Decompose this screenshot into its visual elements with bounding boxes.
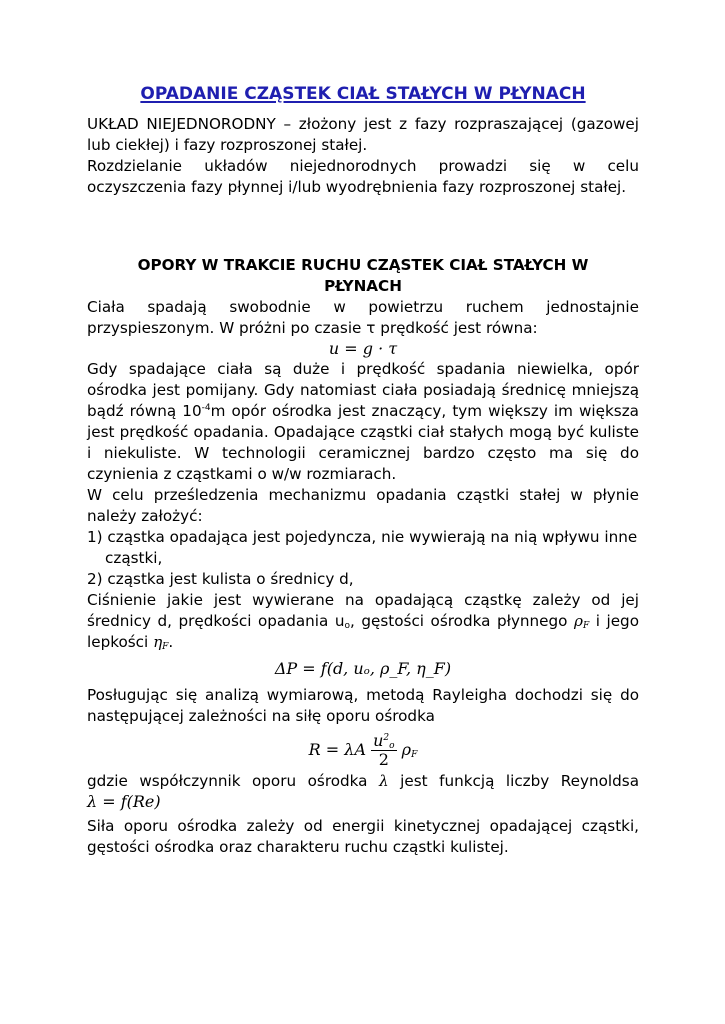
equation-velocity: u = g · τ xyxy=(328,339,398,358)
exponent: -4 xyxy=(201,403,211,413)
paragraph-coefficient: gdzie współczynnik oporu ośrodka λ jest funkcją liczby Reynoldsa xyxy=(87,772,639,790)
equation-lambda: λ = f(Re) xyxy=(87,792,161,811)
list-item-1-continuation: cząstki, xyxy=(105,549,163,567)
paragraph-assumptions: W celu prześledzenia mechanizmu opadania cząstki stałej w płynie należy założyć: xyxy=(87,486,639,525)
section-heading-line-1: OPORY W TRAKCIE RUCHU CZĄSTEK CIAŁ STAŁYCH W xyxy=(137,256,589,274)
document-title: OPADANIE CZĄSTEK CIAŁ STAŁYCH W PŁYNACH xyxy=(140,84,586,104)
list-item-1: 1) cząstka opadająca jest pojedyncza, nie wywierają na nią wpływu inne xyxy=(87,528,638,546)
equation-pressure: ΔP = f(d, uₒ, ρ_F, η_F) xyxy=(274,659,452,678)
paragraph-free-fall-line-2: przyspieszonym. W próżni po czasie τ prędkość jest równa: xyxy=(87,319,538,337)
equation-resistance-force: R = λA $\frac{u^2_o}{2}$ $\rho_F$ xyxy=(308,731,418,769)
document-page xyxy=(87,84,639,858)
paragraph-conclusion: Siła oporu ośrodka zależy od energii kinetycznej opadającej cząstki, gęstości ośrodka oraz charakteru ruchu cząstki kulistej. xyxy=(87,817,639,856)
list-item-2: 2) cząstka jest kulista o średnicy d, xyxy=(87,570,354,588)
intro-paragraph-1: UKŁAD NIEJEDNORODNY – złożony jest z fazy rozpraszającej (gazowej lub ciekłej) i fazy rozproszonej stałej. xyxy=(87,115,639,154)
fraction: $\frac{u^2_o}{2}$ xyxy=(373,731,395,769)
paragraph-rayleigh: Posługując się analizą wymiarową, metodą Rayleigha dochodzi się do następującej zależności na siłę oporu ośrodka xyxy=(87,686,639,725)
section-heading-line-2: PŁYNACH xyxy=(324,277,402,295)
intro-paragraph-2: Rozdzielanie układów niejednorodnych prowadzi się w celu oczyszczenia fazy płynnej i/lub wyodrębnienia fazy rozproszonej stałej. xyxy=(87,157,639,196)
paragraph-pressure: Ciśnienie jakie jest wywierane na opadającą cząstkę zależy od jej średnicy d, prędkości opadania $u_o$, gęstości ośrodka płynnego $\rho_F$ i jego lepkości $\eta_F$. xyxy=(87,591,639,652)
paragraph-resistance: Gdy spadające ciała są duże i prędkość spadania niewielka, opór ośrodka jest pomijany. Gdy natomiast ciała posiadają średnicę mniejszą bądź równą $10^{-4}m$ opór ośrodka jest znaczący, tym większy im większa jest prędkość opadania. Opadające cząstki ciał stałych mogą być kuliste i niekuliste. W technologii ceramicznej bardzo często ma się do czynienia z cząstkami o w/w rozmiarach. xyxy=(87,360,639,483)
paragraph-free-fall-line-1: Ciała spadają swobodnie w powietrzu ruchem jednostajnie xyxy=(87,298,639,316)
